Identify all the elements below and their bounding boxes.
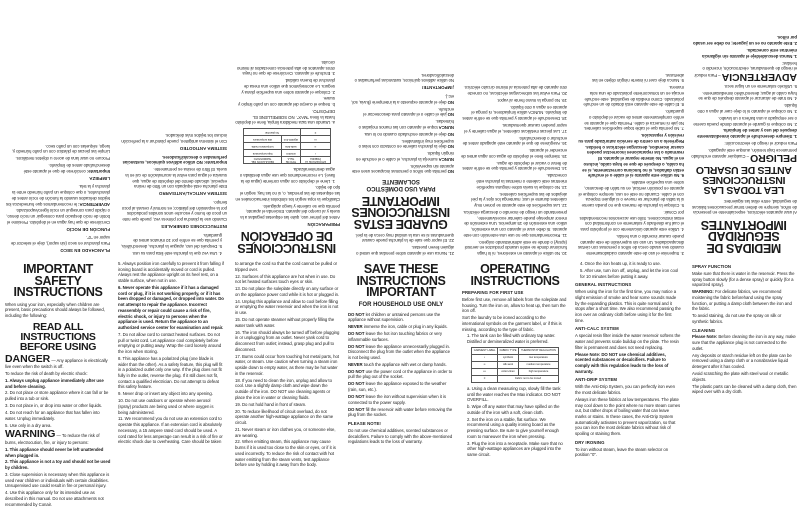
subheading: ANTI-CALC SYSTEM bbox=[575, 326, 619, 332]
section-title: MEDIDAS DE SEGURIDAD IMPORTANTES bbox=[701, 218, 787, 255]
paragraph-text: leave the hot iron touching fabrics or very inflammable surfaces. bbox=[348, 330, 442, 342]
subheading: SISTEMA ANTICAL/ANTISARRO bbox=[158, 191, 227, 197]
lead-label: WARNING bbox=[5, 428, 56, 441]
paragraph-text: – Para reducir el riesgo de quemaduras, electrocución, incendio o heridas: bbox=[694, 60, 797, 78]
table-cell: cotton-linen bbox=[498, 368, 519, 375]
paragraph: 2. Coloque el aparato sobre una superficie plana y segura. Le aconsejamos que utilice una mesa de planchar de buena calidad. bbox=[241, 78, 335, 95]
paragraph: 13. Do not place the soleplate directly on any surface or on the appliance power cord while it is hot or plugged in. bbox=[235, 286, 340, 297]
paragraph-text: sumerja la plancha, el cable o el enchufe en ningún líquido. bbox=[355, 151, 454, 162]
paragraph: 9. Nunca deje caer ni inserte ningún objeto en las aberturas. bbox=[592, 72, 684, 84]
table-header: FABRIC TYPE bbox=[498, 347, 519, 354]
subheading: ¡IMPORTANTE! bbox=[421, 85, 454, 91]
text-column bbox=[578, 71, 684, 256]
paragraph: 3. No coloque el aparato ni lo deje caer al agua u otro líquido. bbox=[697, 103, 797, 114]
paragraph: b. Seque el cuerpo del aparato con un paño limpio y suave. bbox=[238, 96, 335, 108]
paragraph-text: fill the reservoir with water before removing the plug from the socket. bbox=[348, 406, 453, 418]
lead-label: NO bbox=[447, 131, 454, 137]
paragraph: 5. Use only in a dry area. bbox=[5, 422, 52, 428]
paragraph: 12. Surfaces of this appliance are hot when in use. Do not let heated surfaces touch eyes or skin. bbox=[235, 273, 336, 285]
text-column bbox=[118, 261, 224, 446]
section-title: IMPORTANT SAFETY INSTRUCTIONS bbox=[13, 262, 103, 299]
table-cell: No planchar bbox=[244, 129, 301, 136]
hazard-paragraph bbox=[691, 147, 797, 163]
section-subtitle: READ ALL INSTRUCTIONS BEFORE USING bbox=[19, 320, 97, 353]
text-column bbox=[5, 261, 111, 509]
paragraph: 3. Do not place in, or drop into water or other liquids. bbox=[5, 403, 103, 409]
paragraph bbox=[348, 106, 454, 117]
paragraph bbox=[348, 407, 454, 418]
paragraph: 4. Utilice este aparato únicamente con el propósito para el cual fue diseñado y solamente en conformidad con estas instrucciones. Sólo use accesorios recomendados por Conair. bbox=[579, 209, 684, 232]
paragraph-text: deje la plancha caliente en contacto con telas o superficies muy inflamables. bbox=[358, 138, 454, 150]
paragraph: No utilice aditivos químicos, sustancias perfumadas o descalcificadores. bbox=[354, 72, 454, 84]
table-header: GARMENT LABEL bbox=[472, 347, 498, 354]
table-cell: ••• bbox=[472, 368, 498, 375]
lead-label: ADVERTENCIA bbox=[721, 70, 797, 83]
table-row bbox=[244, 143, 331, 150]
paragraph: 4. Once the iron heats up, it is ready to use. bbox=[580, 261, 661, 266]
paragraph: Cuando use la plancha por primera vez, puede que note un poco de humo y escuche unos sonidos producidos por la expansión del plástico; es normal y cesará al poco tiempo. bbox=[121, 200, 227, 223]
paragraph bbox=[348, 362, 454, 368]
paragraph: Avoid scratching the plate with steel wool or metallic objects. bbox=[692, 371, 789, 382]
paragraph: 19. Do not hold hand in front of steam. bbox=[235, 401, 307, 407]
paragraph bbox=[4, 162, 110, 173]
paragraph: 17. Burns could occur from touching hot metal parts, hot water, or steam. Use caution when turning a steam iron upside down to empty water, as there may be hot water in the reservoir. bbox=[235, 353, 339, 376]
paragraph-text: For delicate fabrics, we recommend moistening the fabric beforehand using the spray function, or putting a damp cloth between the iron and the fabric. bbox=[692, 289, 792, 312]
paragraph: 5. Después del uso, apague la plancha, desenchúfela, y permita que se enfríe por 10 minutos antes de guardarla. bbox=[121, 232, 222, 250]
subheading: DRY IRONING bbox=[575, 439, 605, 445]
paragraph: The plastic parts can be cleaned with a damp cloth, then wiped over with a dry cloth. bbox=[692, 383, 797, 395]
paragraph: 22. El vapor que sale de la plancha puede causar quemaduras si se usa la unidad muy cerca de la piel. bbox=[355, 232, 454, 244]
paragraph bbox=[348, 381, 454, 392]
paragraph: 17. Las piezas metálicas calientes, el agua caliente y el vapor pueden causar quemaduras. bbox=[464, 122, 567, 134]
table-cell: low temperature bbox=[519, 354, 559, 361]
paragraph: 7. No permita que el cable toque superficies calientes. No jale ni retuerza el cable. Permita que el aparato se enfríe completamente antes de vaciar el depósito o guardarlo. bbox=[583, 109, 684, 132]
table-row bbox=[472, 368, 559, 375]
subheading: GENERAL INSTRUCTIONS bbox=[575, 282, 632, 288]
paragraph: Sort the laundry to be ironed according to the international symbols on the garment label, or if this is missing, according to the type of fabric. bbox=[462, 315, 562, 332]
paragraph: Limpie las piezas de plástico con un paño húmedo y, luego, séquelas con un paño seco. bbox=[12, 143, 110, 155]
paragraph: to arrange the cord so that the cord cannot be pulled or tripped over. bbox=[235, 261, 338, 272]
lead-label: DO NOT bbox=[348, 330, 365, 336]
table-cell: •• bbox=[300, 143, 330, 150]
table-cell: algodón-lino bbox=[282, 136, 301, 143]
table-header: TIPO DE TELA bbox=[282, 157, 301, 164]
text-column bbox=[575, 261, 681, 459]
paragraph: Para planchar en seco (sin vapor), deje el selector de vapor en "0". bbox=[10, 235, 110, 247]
paragraph-text: – Cualquier aparato enchufado permanece bajo tensión, aunque esté apagado. bbox=[691, 147, 797, 160]
paragraph: 2. No coloque ni guarde el aparato donde pueda caerse o ser empujado a una bañera o un lavabo. bbox=[693, 115, 797, 127]
paragraph-text: immerse the iron, cable or plug in any liquids. bbox=[362, 324, 448, 330]
paragraph-text: touch the appliance with wet or damp hands. bbox=[362, 361, 447, 367]
paragraph bbox=[348, 151, 454, 162]
subheading: PREPARING FOR FIRST USE bbox=[462, 290, 524, 295]
table-cell: seda-lana bbox=[282, 143, 301, 150]
paragraph: 3. Plug the iron into a receptacle. Make sure that no other high-wattage appliances are plugged into the same circuit. bbox=[467, 440, 563, 458]
paragraph: 21. Never steam or iron clothes you, or someone else, are wearing. bbox=[235, 426, 336, 438]
lead-label: DO NOT bbox=[348, 311, 365, 317]
paragraph: 16. Asegúrese de que el aparato esté apagado antes de enchufar o desenchufarlo. bbox=[462, 135, 567, 147]
paragraph: When using your iron, especially when children are present, basic precautions should always be followed, including the following: bbox=[5, 301, 105, 318]
paragraph: 13. No coloque la suela sobre ninguna superficie mientras esté caliente o mientras la plancha esté conectada. bbox=[476, 173, 567, 190]
paragraph bbox=[348, 394, 454, 405]
subheading: CLEANING bbox=[692, 327, 716, 333]
table-cell: synthetic bbox=[498, 354, 519, 361]
paragraph: Para reducir el riesgo de electrocución: bbox=[724, 141, 797, 146]
paragraph: 5. After use, turn iron off, unplug, and let the iron cool for 10 minutes before putting it away. bbox=[580, 267, 679, 279]
paragraph-text: le recomendamos que humedezca los tejidos delicados usando la función de rocío antes de plancharlos, o que coloque un paño húmedo entre la plancha y la tela. bbox=[6, 184, 110, 207]
paragraph bbox=[348, 331, 454, 342]
paragraph: Con el sistema antigoteo, puede planchar a la perfección incluso los tejidos más delicados. bbox=[121, 133, 227, 145]
paragraph: 22. When emitting steam, this appliance may cause burns if it is used too close to the skin or eyes, or if it is used incorrectly. To reduce the risk of contact with hot water emitting from the steam vents, test appliance before use by holding it away from the body. bbox=[235, 439, 336, 468]
paragraph bbox=[4, 184, 110, 207]
hazard-paragraph bbox=[691, 60, 797, 82]
paragraph: 4. Una vez que la plancha esté lista para su uso. bbox=[131, 251, 222, 256]
paragraph: 2. Do not place or store appliance where it can fall or be pulled into a tub or sink. bbox=[5, 390, 109, 402]
lead-label: NO bbox=[447, 144, 454, 150]
table-header: THERMOSTAT REGULATION bbox=[519, 347, 559, 354]
paragraph: 18. Desenchufe el aparato y permita que se enfríe antes de limpiarlo. NUNCA utilice limpiadores, ni ponga el aparato en agua u otro líquido. bbox=[462, 104, 567, 122]
table-header: REGULACIÓN DEL TERMOSTATO bbox=[244, 157, 282, 164]
lead-label: NEVER bbox=[348, 361, 363, 367]
paragraph: 4. No trate de alcanzar el aparato después de que se haya caído al agua; desenchúfelo inmediatamente. bbox=[698, 90, 797, 102]
bold-paragraph: 6. No utilice este aparato si el cable o el enchufe están dañados, si no funciona correctamente, si se ha caído, o después de que se haya caído, incluso en el agua. No intente reparar el aparato. El rearmado o las reparaciones incorrectas pueden causar incendios, descargas eléctricas o heridas. Regréselo a un centro de servicio autorizado para su revisión y reparación. bbox=[578, 133, 684, 179]
hazard-paragraph bbox=[5, 354, 111, 370]
lead-label: DO NOT bbox=[348, 343, 365, 349]
table-cell: temperatura media bbox=[244, 143, 282, 150]
paragraph bbox=[692, 289, 798, 312]
paragraph: 15. Do not operate steamer without properly filling the water tank with water. bbox=[235, 317, 335, 328]
paragraph bbox=[348, 93, 454, 104]
lead-label: DO NOT bbox=[348, 393, 365, 399]
paragraph: 4. Use this appliance only for its intended use as described in this manual. Do not use attachments not recommended by Conair. bbox=[5, 490, 104, 507]
paragraph: 2. Set the iron on a stable, flat surface. We recommend using a quality ironing board as the pressing surface. Be sure to give yourself enough room to maneuver the iron when pressing. bbox=[467, 416, 559, 439]
table-cell: • bbox=[300, 150, 330, 157]
subheading: PLANCHADO EN SECO bbox=[60, 248, 110, 253]
bold-paragraph: Importante: NO utilice aditivos químicos, sustancias perfumadas o descalcificadores. bbox=[122, 154, 227, 166]
lead-label: DO NOT bbox=[348, 368, 365, 374]
lead-label: NEVER bbox=[348, 324, 363, 330]
paragraph bbox=[348, 118, 454, 129]
subheading: LIMPIEZA bbox=[89, 175, 110, 181]
text-column bbox=[348, 261, 454, 446]
table-cell: Fabric not to be ironed bbox=[498, 375, 559, 382]
fabric-temperature-table bbox=[243, 128, 331, 164]
table-cell: alta temperatura bbox=[244, 136, 282, 143]
paragraph bbox=[348, 131, 454, 137]
paragraph: 3. Close supervision is necessary when this appliance is used near children or individuals with certain disabilities. Unsupervised use could result in fire or personal injury. bbox=[5, 472, 110, 489]
lead-label: DO NOT bbox=[348, 406, 365, 412]
lead-label: Importante: bbox=[86, 168, 110, 174]
text-column bbox=[4, 142, 110, 256]
lead-label: NUNCA bbox=[438, 124, 454, 130]
paragraph-text: permita que niños o personas incapaces usen este aparato sin supervisión. bbox=[351, 163, 454, 175]
paragraph-text: leave the appliance exposed to the weather (rain, sun, etc.). bbox=[348, 381, 447, 393]
table-row bbox=[472, 361, 559, 368]
subheading: FUNCIÓN DE ROCÍO bbox=[66, 226, 110, 232]
paragraph bbox=[348, 369, 454, 380]
bold-paragraph: 6. Never operate this appliance if it has a damaged cord or plug, if it is not working properly, or if it has been dropped or damaged, or dropped into water. Do not attempt to repair the appliance. Incorrect reassembly or repair could cause a risk of fire, electric shock, or injury to persons when the appliance is used. Return the appliance to an authorized service center for examination and repair. bbox=[118, 285, 224, 330]
paragraph: 9. Never drop or insert any object into any opening. bbox=[118, 391, 213, 397]
paragraph: 5. Utilícelo solamente en un lugar seco. bbox=[723, 83, 797, 89]
paragraph: Al usar aparatos eléctricos, especialmente en presencia de niños, siempre se deben tomar precauciones básicas de seguridad, entre ellas las siguientes: bbox=[692, 199, 797, 216]
paragraph: Clasifique la ropa según los símbolos internacionales en las etiquetas de las prendas, o, si no las hay, según el tipo de tejido. bbox=[235, 185, 340, 202]
table-cell: sintético bbox=[282, 150, 301, 157]
paragraph: 5. Coloque la plancha de manera que no pueda caerse si la tabla de planchar se mueve o si alguien tropieza con el cable. Cuando no esté en uso, siempre coloque el aparato en posición vertical, en su talón de descanso, sobre una superficie estable. bbox=[578, 180, 684, 208]
paragraph: 18. If you need to clean the iron, unplug and allow to cool. Use a slightly damp cloth and wipe down the outside of the iron. DO NOT use cleaning agents or place the iron in water or cleaning fluids. bbox=[235, 377, 332, 400]
paragraph: Do not use chemical additives, scented substances or decalcifiers. Failure to comply with the above-mentioned regulations leads to the loss of warranty. bbox=[348, 427, 453, 445]
paragraph: 20. Para evitar las sobrecargas eléctricas, no conecte otro aparato de alta potencia al mismo circuito eléctrico. bbox=[463, 85, 567, 96]
table-row bbox=[244, 136, 331, 143]
subheading: PREPARACIÓN bbox=[307, 222, 340, 227]
section-title: GUARDE ESTAS INSTRUCCIONES IMPORTANTE bbox=[351, 194, 451, 231]
table-cell: medium temperature bbox=[519, 361, 559, 368]
paragraph-text: let children or untrained persons use the appliance without supervision. bbox=[348, 311, 441, 323]
paragraph: 19. No ponga la mano frente al vapor. bbox=[496, 97, 567, 103]
paragraph: To reduce the risk of death by electric shock: bbox=[5, 371, 88, 376]
text-column bbox=[461, 83, 567, 256]
table-row bbox=[472, 354, 559, 361]
lead-label: NO bbox=[447, 112, 454, 118]
table-header: ETIQUETA DE LA PRENDA bbox=[300, 157, 330, 164]
paragraph-text: — To reduce the risk of burns, electrocution, fire, or injury to persons: bbox=[5, 433, 100, 445]
paragraph: Make sure that there is water in the reservoir. Press the spray button slowly (for a dense spray) or quickly (for a vaporized spray). bbox=[692, 270, 795, 288]
paragraph: 8. This appliance has a polarized plug (one blade is wider than the other). As a safety feature, this plug will fit in a polarized outlet only one way. If the plug does not fit fully in the outlet, reverse the plug. If it still does not fit, contact a qualified electrician. Do not attempt to defeat this safety feature. bbox=[118, 355, 223, 390]
text-column bbox=[121, 132, 227, 256]
table-cell: ✕ bbox=[472, 375, 498, 382]
paragraph: 8. El cable de este aparato está dotado de un enchufe polarizado. Como medida de seguridad, este enchufe encaja en un tomacorriente polarizado de una sola manera. bbox=[583, 85, 684, 108]
paragraph: 15. Siempre llene el depósito de agua con agua antes de encender el aparato. bbox=[461, 148, 567, 159]
section-title: INSTRUCCIONES DE OPERACIÓN bbox=[237, 229, 337, 255]
paragraph-text: leave the appliance unnecessarily plugged in. Disconnect the plug from the outlet when the appliance is not being used. bbox=[348, 343, 451, 360]
table-cell: ✕ bbox=[300, 129, 330, 136]
bold-paragraph: 2. This appliance is not a toy and should not be used by children. bbox=[5, 459, 111, 471]
lead-label: NUNCA bbox=[438, 156, 454, 162]
table-row bbox=[244, 150, 331, 157]
table-cell: silk-wool bbox=[498, 361, 519, 368]
lead-label: PELIGRO bbox=[750, 152, 797, 165]
lead-label: DO NOT bbox=[348, 381, 365, 387]
paragraph: a. Using a clean measuring cup, slowly fill the tank until the water reaches the Max indicator. DO NOT OVERFILL. bbox=[467, 385, 561, 403]
table-cell: •• bbox=[472, 361, 498, 368]
paragraph bbox=[348, 312, 454, 323]
bold-paragraph: 1. Siempre desenchufe el aparato inmediatamente después del uso y antes de limpiarlo. bbox=[697, 128, 797, 140]
paragraph: 4. Do not reach for an appliance that has fallen into water. Unplug immediately. bbox=[5, 409, 100, 421]
lead-label: Please Note: bbox=[692, 334, 718, 340]
paragraph: 3. Enchufe el aparato. Cerciórese de que no haya otros aparatos de alta potencia conectados al mismo circuito. bbox=[236, 59, 335, 77]
subheading: INSTRUCCIONES GENERALES bbox=[161, 224, 227, 229]
paragraph: 21. Nunca use el aparato sobre prendas que usted o alguien lleven puestas. bbox=[356, 245, 454, 256]
paragraph: To avoid staining, do not use the spray on silk or synthetic fabrics. bbox=[692, 313, 782, 324]
bold-paragraph: 1. Always unplug appliance immediately after use and before cleaning. bbox=[5, 377, 104, 389]
paragraph-text: deje el aparato expuesto a la intemperie (lluvia, sol, etc.). bbox=[351, 93, 454, 105]
paragraph-text: — Any appliance is electrically live even when the switch is off. bbox=[5, 357, 108, 370]
table-row bbox=[244, 129, 331, 136]
paragraph: 5. Always position iron carefully to prevent it from falling if ironing board is accidentally moved or cord is pulled. Always rest the appliance upright on its heel rest, on a stable surface, when not in use. bbox=[118, 261, 224, 284]
table-cell: ••• bbox=[300, 136, 330, 143]
table-header-row bbox=[472, 347, 559, 354]
spanish-instructions-panel bbox=[0, 0, 802, 258]
subheading: PLEASE NOTE! bbox=[348, 420, 381, 426]
text-column bbox=[348, 71, 454, 256]
paragraph-text: cerciórese de que el aparato esté desenchufado antes de limpiarlo. bbox=[23, 163, 110, 174]
paragraph: a. Usando una taza medidora limpia, llene el depósito hasta la línea "MAX". NO SOBRELLENE EL DEPÓSITO. bbox=[235, 109, 335, 126]
lead-label: WARNING: bbox=[692, 289, 714, 295]
paragraph: Antes del primer uso, quite las etiquetas pegadas a la suela y al cuerpo del aparato. Encienda el aparato, permita que se caliente y luego apáguelo. bbox=[240, 203, 340, 221]
paragraph: 10. No utilice el aparato en exteriores, ni lo haga funcionar donde se estén usando productos en aerosol (spray) o donde se esté administrando oxígeno. bbox=[464, 239, 567, 256]
paragraph: Cerciórese de que hay agua en el depósito. Presione el botón de rocío despacio para conseguir un rocío denso, o rápido para conseguir un rocío ligero/vaporizado. bbox=[6, 208, 110, 225]
subheading: SISTEMA ANTIGOTEO bbox=[179, 146, 227, 151]
paragraph: When using the iron for the first time, you may notice a slight emission of smoke and hear some sounds made by the expanding plastics. This is quite normal and it stops after a short time. We also recommend passing the iron over an ordinary cloth before using it for the first time. bbox=[575, 289, 681, 323]
paragraph: Before first use, remove all labels from the soleplate and housing. Turn the iron on, allow to heat up, then turn the iron off. bbox=[462, 296, 567, 314]
bold-paragraph: 2. Este aparato no es un juguete; no debe ser usado por niños. bbox=[693, 35, 797, 47]
table-cell: • bbox=[472, 354, 498, 361]
lead-label: DANGER bbox=[5, 352, 51, 365]
paragraph: 12. Las superficies de este aparato se ponen muy calientes durante el uso; mantenga los ojos y la piel alejados de las superficies calientes. bbox=[471, 191, 567, 208]
paragraph bbox=[348, 344, 454, 361]
paragraph bbox=[348, 163, 454, 174]
paragraph bbox=[348, 138, 454, 149]
fabric-temperature-table bbox=[471, 347, 559, 383]
paragraph-text: leave the iron without supervision when it is connected to the power supply. bbox=[348, 393, 446, 405]
paragraph: 20. To reduce likelihood of circuit overload, do not operate another high-wattage appliance on the same circuit. bbox=[235, 408, 334, 425]
section-note: PARA USO DOMÉSTICO SOLAMENTE bbox=[366, 178, 436, 192]
section-title: OPERATING INSTRUCTIONS bbox=[470, 262, 560, 288]
text-column bbox=[235, 261, 341, 469]
table-row bbox=[472, 375, 559, 382]
paragraph: 7. Do not allow cord to contact heated surfaces. Do not pull or twist cord. Let appliance cool completely before emptying or putting away. Wrap the cord loosely around the iron when storing. bbox=[118, 331, 222, 354]
paragraph: 11. We recommend you do not use an extension cord to operate this appliance. If an extension cord is absolutely necessary, a 15 ampere rated cord should be used. A cord rated for less amperage can result in a risk of fire or electric shock due to overheating. Care should be taken bbox=[118, 416, 223, 445]
section-note: FOR HOUSEHOLD USE ONLY bbox=[358, 301, 444, 308]
lead-label: NO bbox=[447, 99, 454, 105]
paragraph: 14. Desenchufe el aparato y permita que se enfríe antes de llenar o vaciar el depósito de agua. bbox=[462, 160, 567, 172]
lead-label: NO bbox=[447, 169, 454, 175]
bold-paragraph: 1. This appliance should never be left unattended when plugged in. bbox=[5, 446, 104, 458]
paragraph: 10. Do not use outdoors or operate where aerosol (spray) products are being used or where oxygen is being administered. bbox=[118, 398, 214, 415]
subheading: SPRAY FUNCTION bbox=[692, 264, 732, 269]
text-column bbox=[691, 34, 797, 256]
paragraph-text: use the power cord or the appliance in order to pull the plug out of the socket. bbox=[348, 368, 453, 380]
paragraph: 1. The tank can be filled with ordinary tap water. Distilled or demineralized water is preferred. bbox=[467, 333, 556, 345]
paragraph bbox=[348, 324, 454, 330]
paragraph-text: toque el aparato con las manos mojadas o húmedas. bbox=[358, 119, 454, 130]
paragraph: Always iron these fabrics at low temperatures. The plate may cool down to the point where no more steam comes out, but rather drops of boiling water that can leave marks or stains. In these cases, the Anti-Drip System automatically activates to prevent vaporization, so that you can iron the most delicate fabrics without risk of spoiling or staining them. bbox=[575, 396, 681, 437]
paragraph: 14. Unplug this appliance and allow to cool before filling or emptying the water reservoir and when the iron is not in use. bbox=[235, 298, 339, 316]
paragraph-text: jale el cable o el aparato para desconectar el enchufe. bbox=[363, 106, 454, 118]
table-header-row bbox=[244, 157, 331, 164]
paragraph: 1. Llene el depósito con agua corriente (agua de la llave). Le recomendamos que use agua destilada o agua desmineralizada. bbox=[239, 167, 335, 184]
paragraph: Any deposits or starch residue left on the plate can be removed using a damp cloth or a nonabrasive liquid detergent after it has cooled. bbox=[692, 352, 792, 370]
paragraph-text: deje el aparato enchufado cuando no lo usa. bbox=[363, 131, 448, 137]
hazard-paragraph bbox=[5, 429, 111, 445]
text-column bbox=[462, 261, 568, 459]
paragraph-text: Before cleaning the iron in any way, make sure that the appliance plug is not connected to the outlet. bbox=[692, 334, 796, 351]
bold-paragraph: Please Note: DO NOT use chemical additives, scented substances or decalcifiers. Failure to comply with this regulation leads to the loss of warranty. bbox=[575, 351, 669, 374]
text-column bbox=[692, 261, 798, 396]
table-cell: high temperature bbox=[519, 368, 559, 375]
section-title: SAVE THESE INSTRUCTIONS IMPORTANT bbox=[356, 262, 446, 299]
paragraph bbox=[692, 334, 798, 351]
bold-paragraph: 1. Nunca descuide/deje el aparato sin vigilancia mientras esté conectado. bbox=[702, 48, 797, 59]
paragraph: 11. Recomendamos que no use una extensión con este aparato. Si debe usar el aparato con una extensión, utilice una extensión de 15 amperios. Una extensión de menor amperaje puede calentar excesivamente, presentando un riesgo de incendio o descarga eléctrica. bbox=[462, 209, 567, 238]
paragraph: A special resin filter inside the water reservoir softens the water and prevents scale buildup on the plate. The resin filter is permanent and does not need replacing. bbox=[575, 333, 681, 350]
text-column bbox=[234, 58, 340, 256]
subheading: ANTI-DRIP SYSTEM bbox=[575, 377, 618, 383]
paragraph: b. Wipe off any water that may have spilled on the outside of the iron with a soft, clean cloth. bbox=[467, 404, 560, 415]
paragraph: 3. Supervise el uso de este aparato cuidadosamente cuando sea usado cerca de niños o personas con ciertas discapacidades. Un uso sin supervisión de este aparato puede causar incendio o una herida. bbox=[578, 233, 684, 256]
paragraph: To iron without steam, leave the steam selector on position "0". bbox=[575, 446, 669, 458]
paragraph: Procure no usar lana de acero u objetos metálicos. bbox=[15, 156, 110, 162]
paragraph: Este plancha está equipada con un filtro de resina especial, ubicado dentro del depósito de agua, que suaviza el agua para evitar la acumulación de cal en la suela. El filtro de resina es permanente. bbox=[125, 167, 227, 190]
paragraph: 16. The iron should always be turned off before plugging in or unplugging from an outlet. Never yank cord to disconnect from outlet; instead, grasp plug and pull to disconnect. bbox=[235, 329, 340, 352]
lead-label: ADVERTENCIA: bbox=[78, 201, 110, 207]
table-cell: baja temperatura bbox=[244, 150, 282, 157]
paragraph: With the Anti-Drip System, you can perfectly iron even the most delicate fabrics. bbox=[575, 384, 675, 395]
section-subtitle: LEA TODAS LAS INSTRUCCIONES ANTES DE USARLO bbox=[696, 164, 792, 197]
